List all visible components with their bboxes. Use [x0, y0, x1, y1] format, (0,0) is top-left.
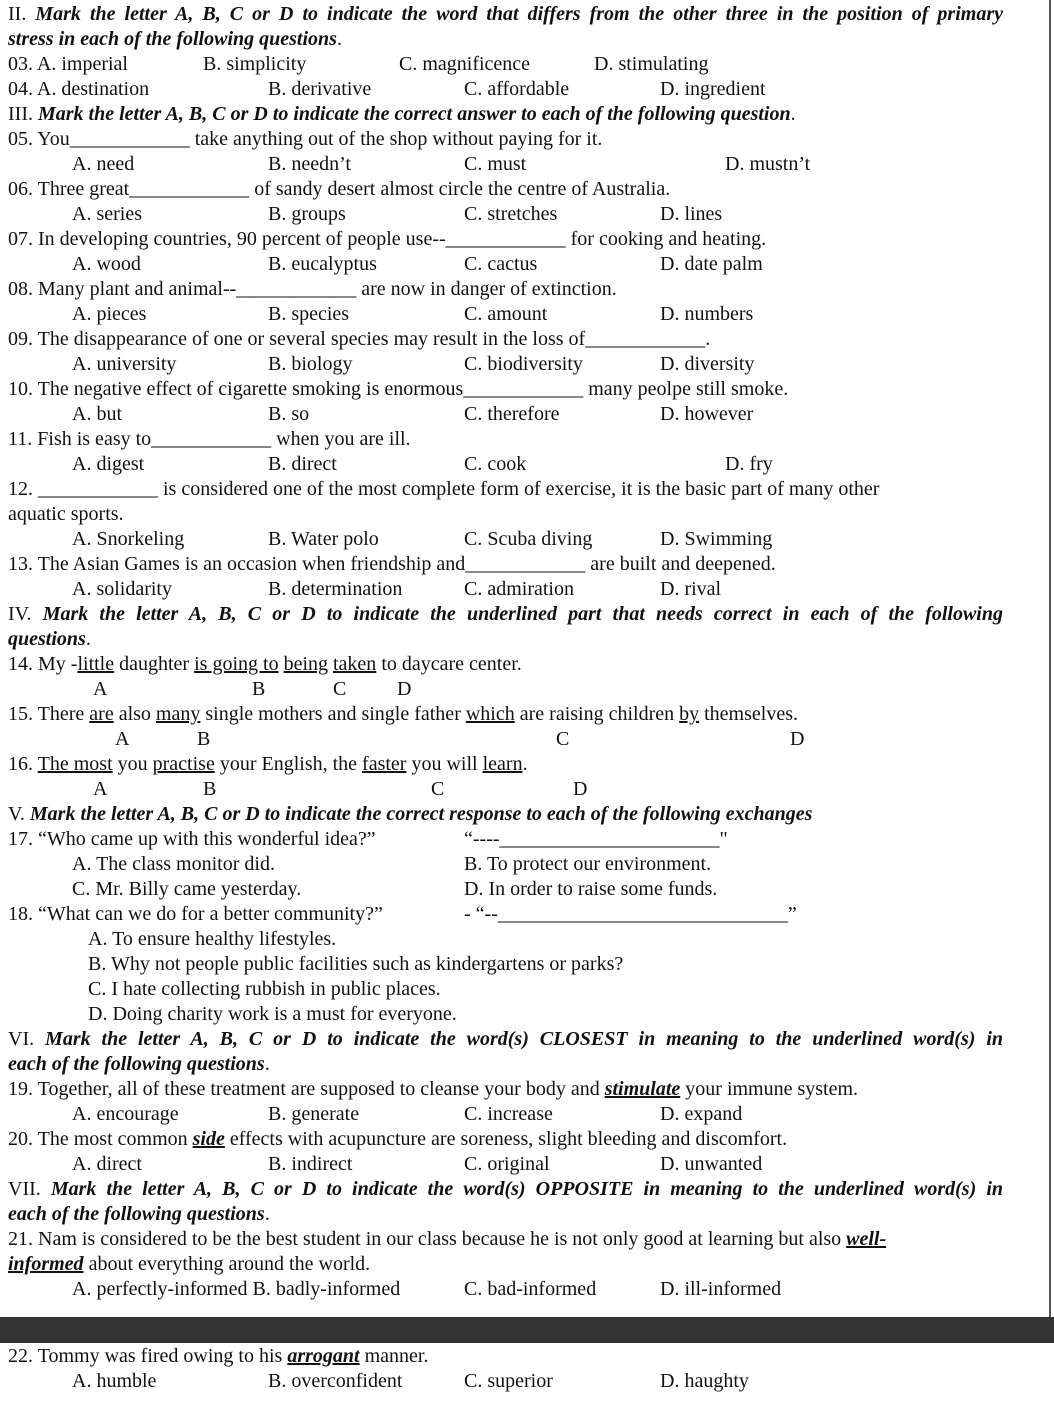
text-segment: 10. The negative effect of cigarette smoking is enormous____________ many peolpe still smoke. [8, 378, 789, 400]
answer-option: C. original [464, 1153, 550, 1175]
answer-option: D. rival [660, 578, 722, 600]
answer-options-row [0, 452, 1054, 477]
answer-options-row [0, 827, 1054, 852]
answer-option: D [790, 728, 805, 750]
underlined-text: learn [482, 753, 523, 775]
text-line [8, 1077, 858, 1102]
answer-option: B [197, 728, 211, 750]
text-line [8, 377, 788, 402]
answer-option: C. stretches [464, 203, 558, 225]
answer-option: D. lines [660, 203, 723, 225]
text-segment: effects with acupuncture are soreness, slight bleeding and discomfort. [224, 1128, 788, 1150]
underlined-text: are [89, 703, 114, 725]
text-line [8, 627, 91, 652]
answer-options-row [0, 852, 1054, 877]
text-segment: 05. You____________ take anything out of the shop without paying for it. [8, 128, 603, 150]
answer-options-row [0, 252, 1054, 277]
text-segment: 12. ____________ is considered one of the most complete form of exercise, it is the basic part of many other [8, 478, 880, 500]
instruction-text: Mark the letter A, B, C or D to indicate the word(s) OPPOSITE in meaning to the underlined word(s) in [50, 1178, 1003, 1200]
text-segment: 06. Three great____________ of sandy desert almost circle the centre of Australia. [8, 178, 671, 200]
answer-option: B. Why not people public facilities such as kindergartens or parks? [88, 953, 624, 975]
text-segment: IV. [8, 603, 43, 625]
answer-option: A. wood [72, 253, 141, 275]
text-line [8, 277, 617, 302]
answer-options-row [0, 777, 1054, 802]
answer-option: B. groups [268, 203, 346, 225]
underlined-text: side [192, 1128, 225, 1150]
text-segment: III. [8, 103, 38, 125]
answer-option: 04. A. destination [8, 78, 150, 100]
page-break-bar [0, 1317, 1054, 1343]
answer-option: D. stimulating [594, 53, 709, 75]
instruction-text: Mark the letter A, B, C or D to indicate the correct response to each of the following exchanges [29, 803, 813, 825]
text-segment: are raising children [514, 703, 680, 725]
instruction-text: stress in each of the following questions [8, 28, 337, 50]
answer-options-row [0, 352, 1054, 377]
text-segment: you [112, 753, 153, 775]
answer-option: B. eucalyptus [268, 253, 377, 275]
answer-option: B. so [268, 403, 310, 425]
answer-options-row [0, 527, 1054, 552]
text-segment: also [113, 703, 156, 725]
text-line [8, 1202, 270, 1227]
answer-option: B. needn’t [268, 153, 351, 175]
answer-option: C. magnificence [399, 53, 531, 75]
answer-option: D. numbers [660, 303, 754, 325]
answer-option: 03. A. imperial [8, 53, 128, 75]
answer-option: B. indirect [268, 1153, 353, 1175]
answer-option: D. fry [725, 453, 773, 475]
answer-option: A. encourage [72, 1103, 179, 1125]
underlined-text: well- [846, 1228, 887, 1250]
text-segment: 13. The Asian Games is an occasion when friendship and____________ are built and deepened. [8, 553, 776, 575]
answer-option: A. but [72, 403, 122, 425]
text-line [8, 602, 1003, 627]
answer-option: B [252, 678, 266, 700]
text-line [8, 802, 812, 827]
answer-options-row [0, 677, 1054, 702]
text-segment: . [85, 628, 91, 650]
text-line [8, 127, 602, 152]
text-line [8, 2, 1003, 27]
text-line [8, 227, 766, 252]
answer-option: B. species [268, 303, 350, 325]
answer-option: C. therefore [464, 403, 560, 425]
answer-options-row [0, 577, 1054, 602]
text-line [8, 327, 710, 352]
instruction-text: Mark the letter A, B, C or D to indicate the correct answer to each of the following question [37, 103, 791, 125]
text-segment: 20. The most common [8, 1128, 193, 1150]
answer-option: A. perfectly-informed B. badly-informed [72, 1278, 401, 1300]
text-segment: . [336, 28, 342, 50]
answer-option: D. expand [660, 1103, 743, 1125]
answer-option: A. The class monitor did. [72, 853, 275, 875]
text-segment: manner. [359, 1345, 429, 1367]
answer-option: C. cook [464, 453, 527, 475]
text-line [8, 652, 522, 677]
answer-option: A. digest [72, 453, 145, 475]
underlined-text: taken [333, 653, 377, 675]
answer-options-row [0, 727, 1054, 752]
instruction-text: Mark the letter A, B, C or D to indicate the underlined part that needs correct in each of the following [42, 603, 1003, 625]
answer-options-row [0, 977, 1054, 1002]
answer-options-row [0, 302, 1054, 327]
underlined-text: faster [362, 753, 407, 775]
answer-option: B. overconfident [268, 1370, 403, 1392]
text-line [8, 427, 411, 452]
answer-option: C. amount [464, 303, 548, 325]
answer-option: A [115, 728, 130, 750]
answer-option: C. admiration [464, 578, 574, 600]
underlined-text: which [465, 703, 515, 725]
text-segment: your immune system. [680, 1078, 859, 1100]
answer-option: C. biodiversity [464, 353, 583, 375]
answer-options-row [0, 1102, 1054, 1127]
answer-option: A. direct [72, 1153, 142, 1175]
answer-option: A. To ensure healthy lifestyles. [88, 928, 337, 950]
underlined-text: stimulate [604, 1078, 681, 1100]
text-line [8, 1052, 270, 1077]
text-line [8, 1344, 428, 1369]
answer-option: D. unwanted [660, 1153, 763, 1175]
answer-option: C. I hate collecting rubbish in public places. [88, 978, 441, 1000]
underlined-text: little [77, 653, 115, 675]
answer-option: D. haughty [660, 1370, 749, 1392]
answer-options-row [0, 952, 1054, 977]
text-line [8, 27, 342, 52]
answer-option: D. In order to raise some funds. [464, 878, 718, 900]
text-segment: 21. Nam is considered to be the best student in our class because he is not only good at learning but also [8, 1228, 847, 1250]
answer-options-row [0, 202, 1054, 227]
text-line [8, 177, 670, 202]
answer-option: C [431, 778, 445, 800]
text-segment: themselves. [699, 703, 798, 725]
answer-option: D. date palm [660, 253, 763, 275]
text-segment: daughter [114, 653, 195, 675]
text-line [8, 752, 528, 777]
answer-options-row [0, 152, 1054, 177]
answer-option: C. increase [464, 1103, 553, 1125]
answer-option: D. Swimming [660, 528, 773, 550]
text-segment: your English, the [214, 753, 363, 775]
underlined-text: informed [8, 1253, 84, 1275]
answer-option: C [333, 678, 347, 700]
answer-options-row [0, 77, 1054, 102]
answer-option: C. Scuba diving [464, 528, 593, 550]
text-segment: to daycare center. [376, 653, 522, 675]
text-line [8, 502, 124, 527]
answer-option: B. direct [268, 453, 337, 475]
answer-options-row [0, 902, 1054, 927]
text-line [8, 552, 776, 577]
text-line [8, 1227, 886, 1252]
text-segment: 07. In developing countries, 90 percent of people use--____________ for cooking and heating. [8, 228, 767, 250]
instruction-text: Mark the letter A, B, C or D to indicate the word that differs from the other three in the position of primary [35, 3, 1003, 25]
text-segment: single mothers and single father [200, 703, 466, 725]
underlined-text: being [283, 653, 328, 675]
answer-option: A. series [72, 203, 142, 225]
answer-options-row [0, 1002, 1054, 1027]
answer-option: A. university [72, 353, 177, 375]
instruction-text: each of the following questions [8, 1053, 265, 1075]
answer-option: B. biology [268, 353, 353, 375]
answer-option: B [203, 778, 217, 800]
underlined-text: many [155, 703, 201, 725]
answer-option: C. cactus [464, 253, 538, 275]
answer-options-row [0, 52, 1054, 77]
text-line [8, 1252, 370, 1277]
answer-option: A. pieces [72, 303, 147, 325]
answer-option: 17. “Who came up with this wonderful idea?” [8, 828, 376, 850]
text-segment: 08. Many plant and animal--____________ are now in danger of extinction. [8, 278, 617, 300]
text-segment: 19. Together, all of these treatment are supposed to cleanse your body and [8, 1078, 605, 1100]
answer-option: B. determination [268, 578, 403, 600]
text-segment: II. [8, 3, 36, 25]
text-line [8, 1177, 1003, 1202]
instruction-text: Mark the letter A, B, C or D to indicate the word(s) CLOSEST in meaning to the underlined word(s) in [45, 1028, 1003, 1050]
instruction-text: each of the following questions [8, 1203, 265, 1225]
answer-option: C. must [464, 153, 527, 175]
answer-option: D. diversity [660, 353, 755, 375]
text-segment: VII. [8, 1178, 51, 1200]
text-segment: 22. Tommy was fired owing to his [8, 1345, 288, 1367]
underlined-text: is going to [194, 653, 279, 675]
answer-option: - “--_____________________________” [464, 903, 797, 925]
answer-option: B. simplicity [203, 53, 307, 75]
answer-option: D. ill-informed [660, 1278, 782, 1300]
scrollbar-edge[interactable] [1049, 0, 1051, 1317]
answer-option: D. mustn’t [725, 153, 811, 175]
answer-option: B. derivative [268, 78, 372, 100]
answer-option: A. humble [72, 1370, 157, 1392]
underlined-text: practise [152, 753, 215, 775]
answer-options-row [0, 1369, 1054, 1394]
text-segment: 16. [8, 753, 38, 775]
text-segment: 11. Fish is easy to____________ when you are ill. [8, 428, 411, 450]
text-segment: about everything around the world. [83, 1253, 371, 1275]
text-segment: . [522, 753, 528, 775]
answer-option: D [397, 678, 412, 700]
text-segment: 15. There [8, 703, 90, 725]
answer-option: B. To protect our environment. [464, 853, 712, 875]
answer-option: A [93, 678, 108, 700]
underlined-text: by [679, 703, 700, 725]
instruction-text: questions [8, 628, 86, 650]
text-line [8, 477, 879, 502]
text-segment: . [264, 1053, 270, 1075]
answer-option: A [93, 778, 108, 800]
answer-option: C. affordable [464, 78, 570, 100]
text-segment: you will [406, 753, 483, 775]
answer-option: A. solidarity [72, 578, 172, 600]
answer-options-row [0, 1277, 1054, 1302]
answer-option: D. Doing charity work is a must for everyone. [88, 1003, 457, 1025]
underlined-text: arrogant [287, 1345, 360, 1367]
answer-option: D [573, 778, 588, 800]
text-line [8, 702, 798, 727]
answer-options-row [0, 927, 1054, 952]
text-segment: . [264, 1203, 270, 1225]
underlined-text: The most [37, 753, 113, 775]
answer-option: C. bad-informed [464, 1278, 597, 1300]
text-line [8, 1027, 1003, 1052]
text-line [8, 102, 796, 127]
text-segment: . [790, 103, 796, 125]
answer-option: B. generate [268, 1103, 360, 1125]
text-segment: VI. [8, 1028, 46, 1050]
answer-option: B. Water polo [268, 528, 379, 550]
answer-option: D. however [660, 403, 754, 425]
text-segment: V. [8, 803, 30, 825]
answer-option: D. ingredient [660, 78, 766, 100]
answer-options-row [0, 402, 1054, 427]
text-segment: aquatic sports. [8, 503, 124, 525]
text-segment: 09. The disappearance of one or several species may result in the loss of____________. [8, 328, 711, 350]
answer-options-row [0, 877, 1054, 902]
text-line [8, 1127, 787, 1152]
answer-option: “----______________________" [464, 828, 728, 850]
answer-option: 18. “What can we do for a better community?” [8, 903, 383, 925]
answer-option: A. need [72, 153, 135, 175]
answer-options-row [0, 1152, 1054, 1177]
answer-option: C [556, 728, 570, 750]
answer-option: C. Mr. Billy came yesterday. [72, 878, 302, 900]
answer-option: A. Snorkeling [72, 528, 185, 550]
answer-option: C. superior [464, 1370, 553, 1392]
text-segment: 14. My - [8, 653, 78, 675]
